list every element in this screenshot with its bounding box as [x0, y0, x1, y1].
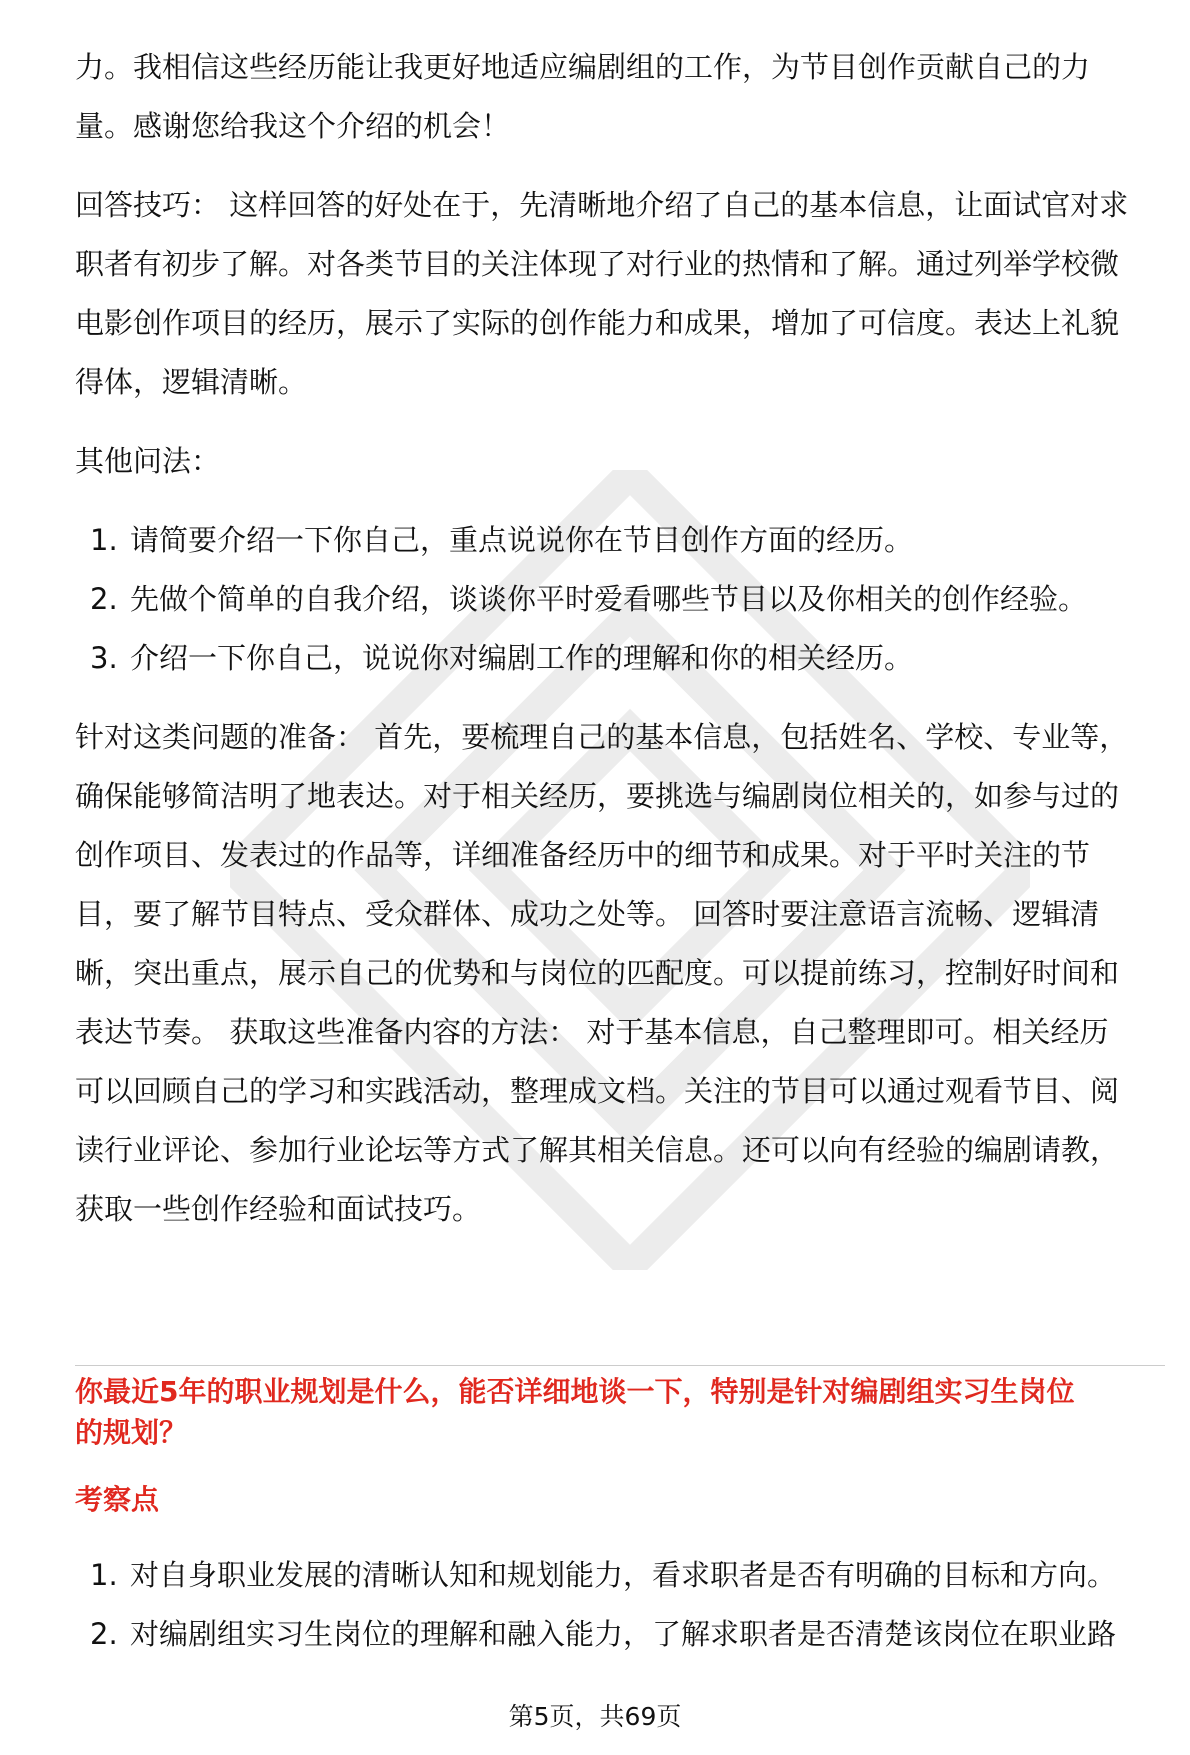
- list-number: 3.: [90, 641, 118, 675]
- section-divider: [75, 1365, 1165, 1366]
- preparation-line: 读行业评论、参加行业论坛等方式了解其相关信息。还可以向有经验的编剧请教，: [75, 1133, 1120, 1167]
- list-number: 1.: [90, 523, 118, 557]
- answer-tips-line: 电影创作项目的经历，展示了实际的创作能力和成果，增加了可信度。表达上礼貌: [75, 306, 1120, 340]
- question-title: [75, 1371, 1165, 1453]
- answer-tips-line: 职者有初步了解。对各类节目的关注体现了对行业的热情和了解。通过列举学校微: [75, 247, 1120, 281]
- list-item: [75, 570, 1165, 629]
- page-number: 第5页，共69页: [508, 1702, 682, 1731]
- list-number: 1.: [90, 1558, 118, 1592]
- focus-points-heading: 考察点: [75, 1483, 160, 1516]
- list-item-text: 先做个简单的自我介绍，谈谈你平时爱看哪些节目以及你相关的创作经验。: [130, 582, 1088, 616]
- list-item-text: 请简要介绍一下你自己，重点说说你在节目创作方面的经历。: [130, 523, 914, 557]
- list-item: [75, 511, 1165, 570]
- list-item-text: 介绍一下你自己，说说你对编剧工作的理解和你的相关经历。: [130, 641, 914, 675]
- answer-tips-line: 回答技巧： 这样回答的好处在于，先清晰地介绍了自己的基本信息，让面试官对求: [75, 188, 1129, 222]
- preparation-line: 针对这类问题的准备： 首先，要梳理自己的基本信息，包括姓名、学校、专业等，: [75, 720, 1129, 754]
- preparation-line: 晰，突出重点，展示自己的优势和与岗位的匹配度。可以提前练习，控制好时间和: [75, 956, 1120, 990]
- preparation-line: 获取一些创作经验和面试技巧。: [75, 1192, 482, 1226]
- list-item: [75, 1546, 1165, 1605]
- other-questions-list: [75, 511, 1165, 688]
- intro-tail-line: 量。感谢您给我这个介绍的机会！: [75, 109, 511, 143]
- list-number: 2.: [90, 582, 118, 616]
- main-content: [75, 38, 1165, 1239]
- preparation-line: 表达节奏。 获取这些准备内容的方法： 对于基本信息，自己整理即可。相关经历: [75, 1015, 1109, 1049]
- question-title-line: 的规划？: [75, 1416, 188, 1449]
- intro-tail-line: 力。我相信这些经历能让我更好地适应编剧组的工作，为节目创作贡献自己的力: [75, 50, 1091, 84]
- preparation-line: 确保能够简洁明了地表达。对于相关经历，要挑选与编剧岗位相关的，如参与过的: [75, 779, 1120, 813]
- list-item-text: 对编剧组实习生岗位的理解和融入能力，了解求职者是否清楚该岗位在职业路: [130, 1617, 1117, 1651]
- list-number: 2.: [90, 1617, 118, 1651]
- list-item-text: 对自身职业发展的清晰认知和规划能力，看求职者是否有明确的目标和方向。: [130, 1558, 1117, 1592]
- preparation-line: 目，要了解节目特点、受众群体、成功之处等。 回答时要注意语言流畅、逻辑清: [75, 897, 1100, 931]
- other-questions-label: 其他问法：: [75, 444, 221, 478]
- list-item: [75, 629, 1165, 688]
- question-title-line: 你最近5年的职业规划是什么，能否详细地谈一下，特别是针对编剧组实习生岗位: [75, 1375, 1075, 1408]
- focus-points-list: [75, 1546, 1165, 1664]
- preparation-line: 创作项目、发表过的作品等，详细准备经历中的细节和成果。对于平时关注的节: [75, 838, 1091, 872]
- answer-tips-line: 得体，逻辑清晰。: [75, 365, 308, 399]
- preparation-line: 可以回顾自己的学习和实践活动，整理成文档。关注的节目可以通过观看节目、阅: [75, 1074, 1120, 1108]
- list-item: [75, 1605, 1165, 1664]
